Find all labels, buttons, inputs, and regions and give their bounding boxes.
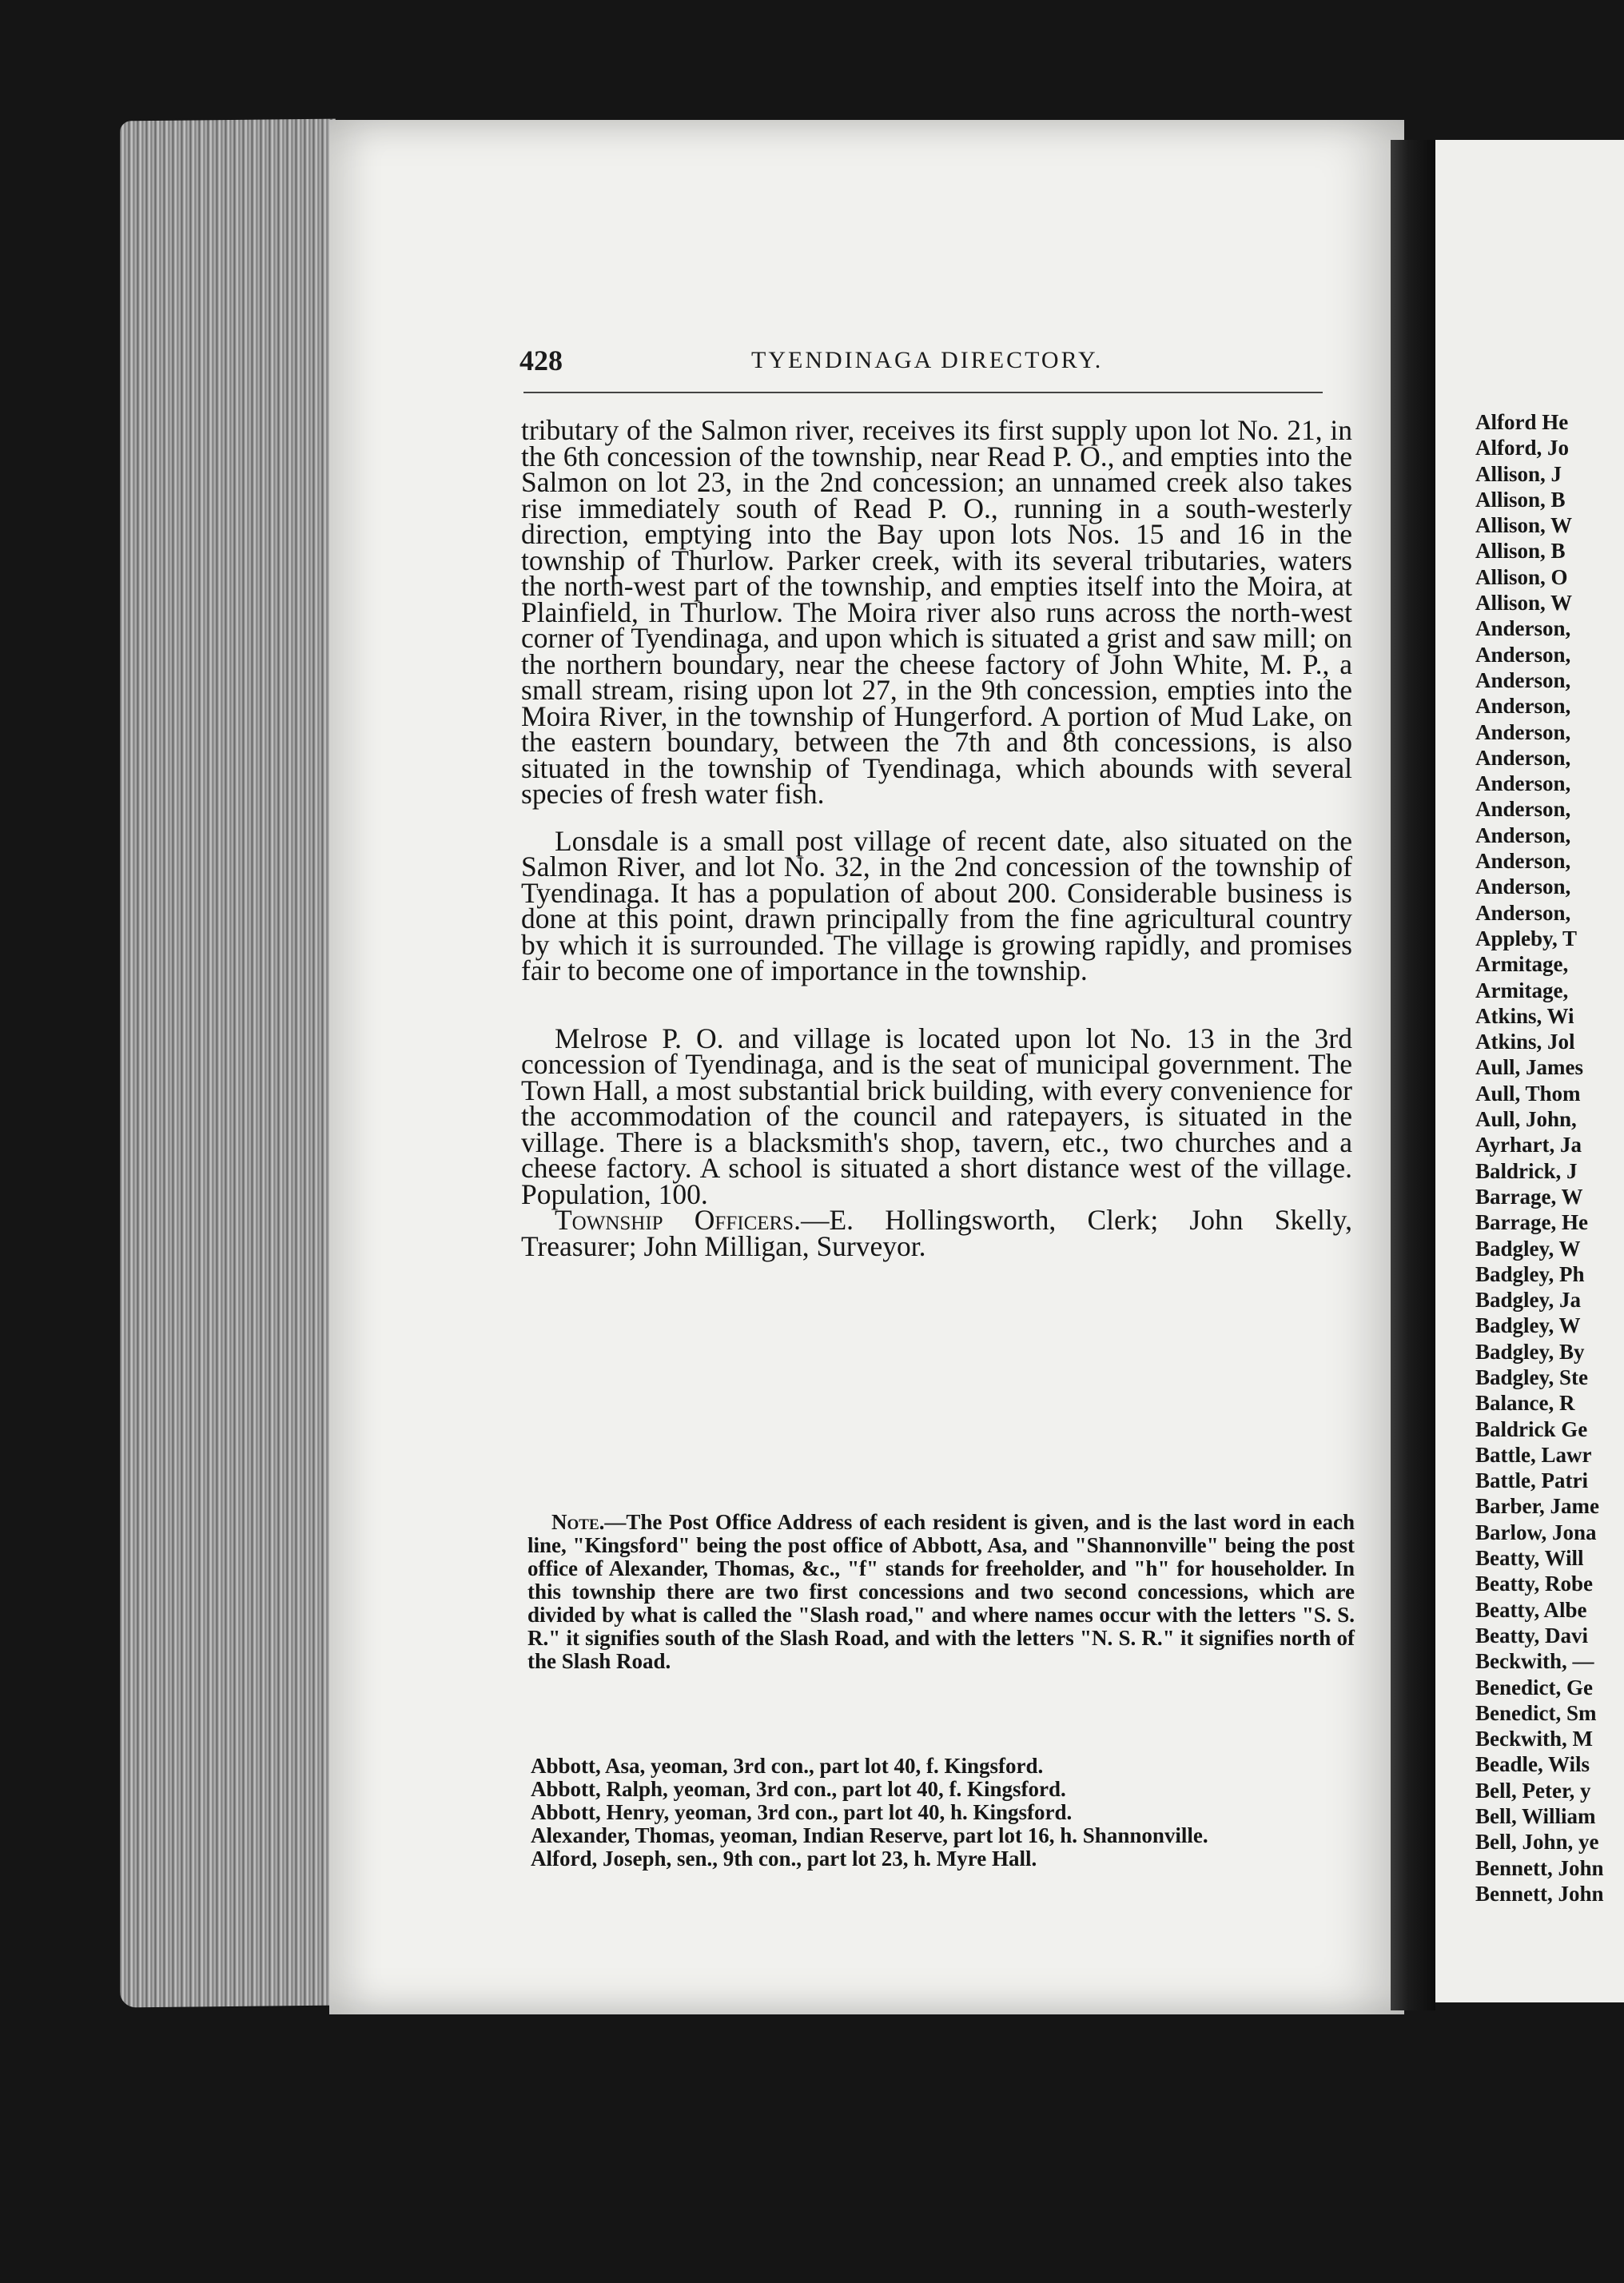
page-header [519,344,1323,392]
list-item: Anderson, [1475,745,1571,770]
list-item: Beatty, Albe [1475,1597,1587,1622]
list-item: Allison, B [1475,539,1566,564]
list-item: Atkins, Jol [1475,1030,1575,1054]
list-item: Aull, John, [1475,1107,1577,1132]
list-item: Abbott, Asa, yeoman, 3rd con., part lot 40, f. Kingsford. [531,1754,1044,1778]
list-item: Anderson, [1475,667,1571,692]
paragraph: tributary of the Salmon river, receives its first supply upon lot No. 21, in the 6th concession of the township, near Read P. O., and empties into the Salmon on lot 23, in the 2nd concession; an unnamed creek also takes rise immediately south of Read P. O., running in a south-westerly direction, emptying into the Bay upon lots Nos. 15 and 16 in the township of Thurlow. Parker creek, with its several tributaries, waters the north-west part of the township, and empties itself into the Moira, at Plainfield, in Thurlow. The Moira river also runs across the north-west corner of Tyendinaga, and upon which is situated a grist and saw mill; on the northern boundary, near the cheese factory of John White, M. P., a small stream, rising upon lot 27, in the 9th concession, empties into the Moira River, in the township of Hungerford. A portion of Mud Lake, on the eastern boundary, between the 7th and 8th concessions, is also situated in the township of Tyendinaga, which abounds with several species of fresh water fish. [521,414,1352,810]
right-page-entries [1475,409,1624,1906]
list-item: Anderson, [1475,642,1571,667]
list-item: Atkins, Wi [1475,1003,1574,1028]
list-item: Beatty, Will [1475,1546,1584,1571]
list-item: Beatty, Robe [1475,1572,1593,1596]
book-page-edges [120,119,336,2008]
note-text: —The Post Office Address of each resident is given, and is the last word in each line, "Kingsford" being the post office of Abbott, Asa, and "Shannonville" being the post office of Alexander, Thomas, &c., "f" stands for freeholder, and "h" for householder. In this township there are two first concessions and two second concessions, which are divided by what is called the "Slash road," and where names occur with the letters "S. S. R." it signifies south of the Slash Road, and with the letters "N. S. R." it signifies north of the Slash Road. [527,1510,1355,1673]
list-item: Balance, R [1475,1391,1575,1416]
list-item: Anderson, [1475,900,1571,925]
list-item: Beckwith, — [1475,1649,1594,1674]
township-officers [521,1204,1352,1262]
list-item: Benedict, Sm [1475,1700,1597,1725]
list-item: Anderson, [1475,875,1571,899]
list-item: Alford He [1475,410,1569,434]
list-item: Allison, W [1475,591,1573,616]
list-item: Anderson, [1475,797,1571,822]
list-item: Beadle, Wils [1475,1752,1590,1777]
list-item: Beatty, Davi [1475,1623,1588,1648]
directory-note [527,1511,1355,1673]
page-number: 428 [519,345,563,377]
list-item: Bell, Peter, y [1475,1778,1591,1803]
list-item: Baldrick Ge [1475,1416,1588,1441]
list-item: Allison, B [1475,487,1566,512]
list-item: Badgley, W [1475,1236,1581,1261]
book-gutter [1391,140,1435,2010]
running-title: TYENDINAGA DIRECTORY. [751,347,1104,373]
list-item: Badgley, Ste [1475,1365,1589,1389]
list-item: Aull, Thom [1475,1081,1581,1106]
note-label: Note. [551,1510,605,1534]
list-item: Battle, Lawr [1475,1442,1592,1467]
list-item: Badgley, By [1475,1339,1585,1364]
list-item: Anderson, [1475,719,1571,744]
list-item: Alexander, Thomas, yeoman, Indian Reserve, part lot 16, h. Shannonville. [531,1823,1208,1847]
list-item: Badgley, W [1475,1313,1581,1338]
list-item: Barrage, W [1475,1184,1583,1209]
list-item: Anderson, [1475,694,1571,719]
list-item: Beckwith, M [1475,1727,1593,1751]
list-item: Allison, J [1475,461,1562,486]
list-item: Bennett, John [1475,1855,1604,1880]
resident-entries [531,1755,1362,1871]
list-item: Abbott, Henry, yeoman, 3rd con., part lot 40, h. Kingsford. [531,1800,1073,1824]
officers-text: —E. Hollingsworth, Clerk; John Skelly, Treasurer; John Milligan, Surveyor. [521,1204,1352,1262]
list-item: Anderson, [1475,616,1571,641]
paragraph: Lonsdale is a small post village of recent date, also situated on the Salmon River, and lot No. 32, in the 2nd concession of the township of Tyendinaga. It has a population of about 200. Considerable business is done at this point, drawn principally from the fine agricultural country by which it is surrounded. The village is growing rapidly, and promises fair to become one of importance in the township. [521,824,1352,986]
list-item: Bennett, John [1475,1881,1604,1906]
list-item: Armitage, [1475,978,1569,1002]
list-item: Allison, O [1475,564,1568,589]
list-item: Battle, Patri [1475,1468,1588,1493]
officers-label: Township Officers. [555,1204,801,1236]
list-item: Benedict, Ge [1475,1675,1593,1699]
note-body [527,1511,1355,1673]
list-item: Alford, Jo [1475,436,1569,460]
list-item: Barlow, Jona [1475,1520,1597,1544]
paragraph: Melrose P. O. and village is located upon lot No. 13 in the 3rd concession of Tyendinaga, and is the seat of municipal government. The Town Hall, a most substantial brick building, with every convenience for the accommodation of the council and ratepayers, is situated in the village. There is a blacksmith's shop, tavern, etc., two churches and a cheese factory. A school is situated a short distance west of the village. Population, 100. [521,1022,1352,1210]
list-item: Armitage, [1475,952,1569,977]
list-item: Barrage, He [1475,1210,1588,1235]
list-item: Appleby, T [1475,926,1578,950]
body-text [521,414,1352,1262]
list-item: Barber, Jame [1475,1494,1599,1519]
list-item: Badgley, Ph [1475,1261,1585,1286]
list-item: Bell, John, ye [1475,1830,1599,1855]
list-item: Anderson, [1475,771,1571,796]
list-item: Ayrhart, Ja [1475,1133,1582,1157]
list-item: Bell, William [1475,1804,1596,1829]
header-rule [523,392,1323,393]
list-item: Anderson, [1475,823,1571,847]
list-item: Aull, James [1475,1055,1583,1080]
list-item: Baldrick, J [1475,1158,1578,1183]
list-item: Abbott, Ralph, yeoman, 3rd con., part lot 40, f. Kingsford. [531,1777,1066,1801]
list-item: Alford, Joseph, sen., 9th con., part lot 23, h. Myre Hall. [531,1847,1037,1871]
list-item: Badgley, Ja [1475,1288,1582,1313]
list-item: Anderson, [1475,849,1571,874]
list-item: Allison, W [1475,513,1573,538]
